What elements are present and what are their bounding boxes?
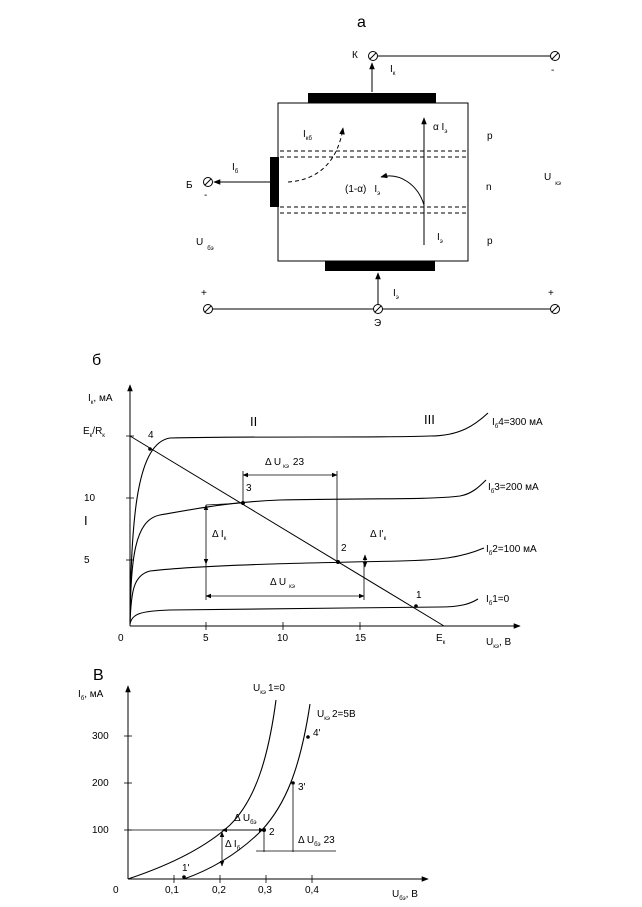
input-x-tick-label: 0,2 [212,885,226,896]
output-x-tick-label: 15 [355,633,367,644]
output-x-tick-label: 10 [277,633,289,644]
output-y-ref-label: $E_к/R_к$ [83,426,105,439]
minus-top-label: - [551,65,555,76]
ie-inner-label: $I_э$ [437,232,443,245]
point-2b-label: 2 [269,827,275,838]
output-y-label: $I_к$, мА [88,393,113,406]
curve1-label: $U_{кэ}$ 1=0 [253,683,285,696]
output-x-label: $U_{кэ}$, В [486,637,512,650]
delta-ik-prime-label: Δ $I'_к$ [370,529,387,542]
delta-ib-label: Δ $I_б$ [225,839,241,852]
panel-label-b: б [92,352,102,369]
delta-u-label: Δ U $_{кэ}$ [270,577,295,590]
output-x-tick-label: 5 [203,633,209,644]
ib1-label: $I_б1=0$ [486,594,510,607]
input-curve-uke5 [184,704,310,879]
input-x-tick-label: 0,3 [258,885,272,896]
point-3-label: 3 [246,483,252,494]
input-curve-uke0 [128,700,276,879]
panel-label-a: а [357,14,366,31]
input-x-label: $U_{бэ}$, В [392,889,418,902]
emitter-contact [325,261,435,271]
output-y-tick-label: 10 [84,493,96,504]
plus-left-label: + [201,288,207,299]
input-y-label: $I_б$, мА [78,689,104,702]
panel-label-c: В [93,667,104,684]
point-4 [148,447,152,451]
terminal-k-label: К [352,50,358,61]
terminal-b-label: Б [186,180,193,191]
point-1-label: 1 [416,590,422,601]
ube-label: $U_{бэ}$ [196,237,214,252]
point-2-label: 2 [341,543,347,554]
terminal-e-label: Э [374,318,382,329]
ib2-curve [130,548,484,624]
delta-u23-label: Δ U $_{кэ}$ 23 [265,457,305,470]
curve2-label: $U_{кэ}$ 2=5В [317,709,356,722]
region-1-label: I [84,513,88,528]
collector-contact [308,93,436,103]
ikb-label: $I_{кб}$ [303,129,312,142]
uke-label: $U_{кэ}$ [544,172,561,187]
input-x-tick-label: 0,4 [305,885,319,896]
ib4-curve [130,413,488,620]
ib4-label: $I_б4=300$ мА [492,417,543,430]
input-y-tick-label: 300 [92,731,109,742]
delta-ube23-label: Δ $U_{бэ}$ 23 [298,835,335,848]
region-2-label: II [250,414,258,429]
region-3-label: III [424,412,435,427]
layer-p-bottom: p [487,236,493,247]
input-x-tick-label: 0,1 [165,885,179,896]
ib3-curve [130,480,486,622]
ib-label: $I_б$ [232,162,239,175]
layer-n: n [486,182,492,193]
output-y-tick-label: 5 [84,555,90,566]
base-contact [270,157,279,207]
plus-right-label: + [548,288,554,299]
input-y-tick-label: 200 [92,778,109,789]
delta-ube-label: Δ $U_{бэ}$ [234,813,257,826]
layer-p-top: p [487,131,493,142]
one-minus-alpha-label: (1-α) $I_э$ [345,184,381,197]
input-y-tick-label: 100 [92,825,109,836]
output-x-tick-label: 0 [118,633,124,644]
point-3p [291,781,295,785]
point-4p-label: 4' [313,728,321,739]
point-3p-label: 3' [298,782,306,793]
alpha-ie-label: α $I_э$ [433,122,448,135]
point-4p [306,735,310,739]
point-1p [182,875,186,879]
delta-ik-label: Δ $I_к$ [212,529,227,542]
ib3-label: $I_б3=200$ мА [488,482,539,495]
ib1-curve [130,599,478,624]
point-1p-label: 1' [182,863,190,874]
point-4-label: 4 [148,430,154,441]
point-1 [414,604,418,608]
output-ek-label: $E_к$ [436,633,446,646]
ie-bottom-label: $I_э$ [393,288,399,301]
ib2-label: $I_б2=100$ мА [486,544,537,557]
input-x-tick-label: 0 [113,885,119,896]
ik-label: $I_к$ [390,64,396,77]
minus-base-label: - [204,190,208,201]
